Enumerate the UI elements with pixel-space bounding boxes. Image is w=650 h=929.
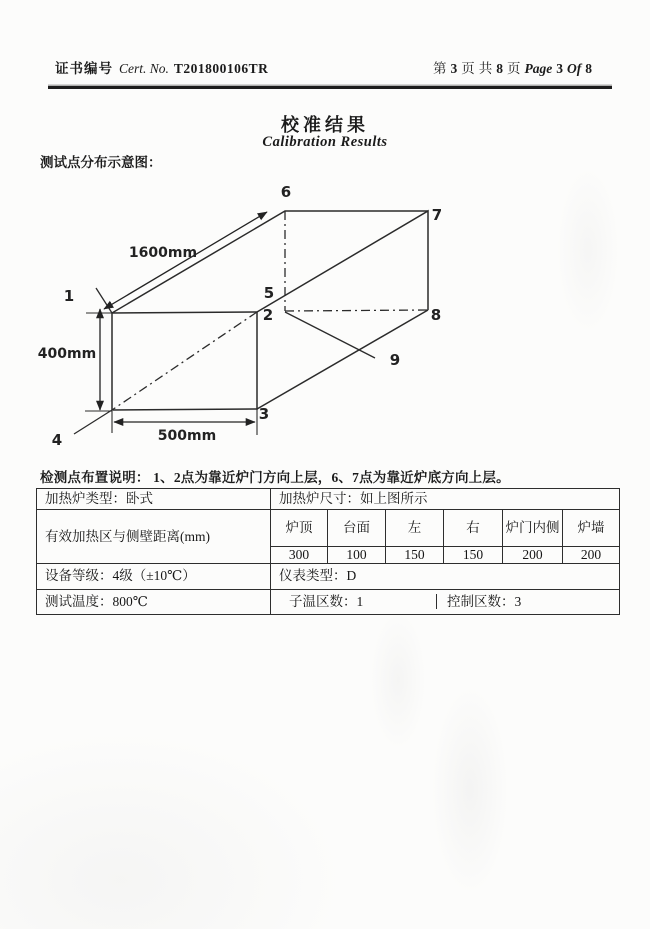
col-header-roof: 炉顶 (271, 510, 328, 547)
dimension-labels (38, 245, 216, 444)
cert-number-value: T201800106TR (173, 61, 269, 76)
col-header-deck: 台面 (328, 510, 386, 547)
page-en-word: Page (524, 61, 553, 76)
spec-table (36, 488, 620, 615)
page-en-num: 3 (556, 61, 563, 76)
point-label-7: 7 (431, 206, 443, 224)
point-label-3: 3 (258, 405, 270, 423)
table-row (37, 589, 620, 614)
page-title-en: Calibration Results (262, 134, 388, 150)
cell-control-zones: 控制区数：3 (436, 594, 619, 610)
cell-test-temperature: 测试温度：800℃ (37, 589, 271, 614)
col-header-wall: 炉墙 (563, 510, 620, 547)
page-title-cn: 校准结果 (281, 115, 369, 135)
dim-label-height: 400mm (37, 346, 97, 362)
diagram-caption: 测试点分布示意图： (40, 155, 162, 170)
col-header-left: 左 (386, 510, 444, 547)
cert-label-en: Cert. No. (119, 61, 169, 76)
page-total: 8 (496, 61, 503, 76)
table-row (37, 510, 620, 547)
point-label-6: 6 (280, 183, 292, 201)
value-wall: 200 (563, 547, 620, 564)
dimension-lines (100, 212, 270, 423)
table-row (37, 563, 620, 589)
cell-sub-zones: 子温区数：1 (289, 593, 364, 609)
page-zh-ye: 页 (461, 61, 475, 76)
value-deck: 100 (328, 547, 386, 564)
page-zh-ye2: 页 (507, 61, 521, 76)
leader-lines (74, 288, 375, 434)
value-roof: 300 (271, 547, 328, 564)
page-en-total: 8 (585, 61, 592, 76)
point-label-5: 5 (263, 284, 275, 302)
point-label-9: 9 (389, 351, 401, 369)
cell-zone-counts (271, 589, 620, 614)
cert-label: 证书编号 (55, 61, 113, 76)
col-header-right: 右 (444, 510, 503, 547)
placement-note: 检测点布置说明： 1、2点为靠近炉门方向上层，6、7点为靠近炉底方向上层。 (40, 470, 510, 485)
cell-furnace-type: 加热炉类型：卧式 (37, 489, 271, 510)
dim-label-length: 1600mm (128, 245, 198, 261)
point-label-8: 8 (430, 306, 442, 324)
table-row (37, 489, 620, 510)
dim-label-width: 500mm (157, 428, 217, 444)
page-of-word: Of (567, 61, 582, 76)
value-door: 200 (503, 547, 563, 564)
col-header-door: 炉门内侧 (503, 510, 563, 547)
page-num: 3 (450, 61, 458, 76)
value-right: 150 (444, 547, 503, 564)
point-label-4: 4 (51, 431, 63, 449)
cell-equipment-grade: 设备等级：4级（±10℃） (37, 563, 271, 589)
extension-lines (85, 313, 257, 435)
cell-furnace-size: 加热炉尺寸：如上图所示 (271, 489, 620, 510)
point-label-2: 2 (262, 306, 274, 324)
value-left: 150 (386, 547, 444, 564)
cell-instrument-type: 仪表类型：D (271, 563, 620, 589)
point-label-1: 1 (63, 287, 75, 305)
page-zh-di: 第 (433, 61, 447, 76)
cell-zone-label: 有效加热区与侧壁距离(mm) (37, 510, 271, 564)
page-zh-gong: 共 (478, 61, 493, 76)
